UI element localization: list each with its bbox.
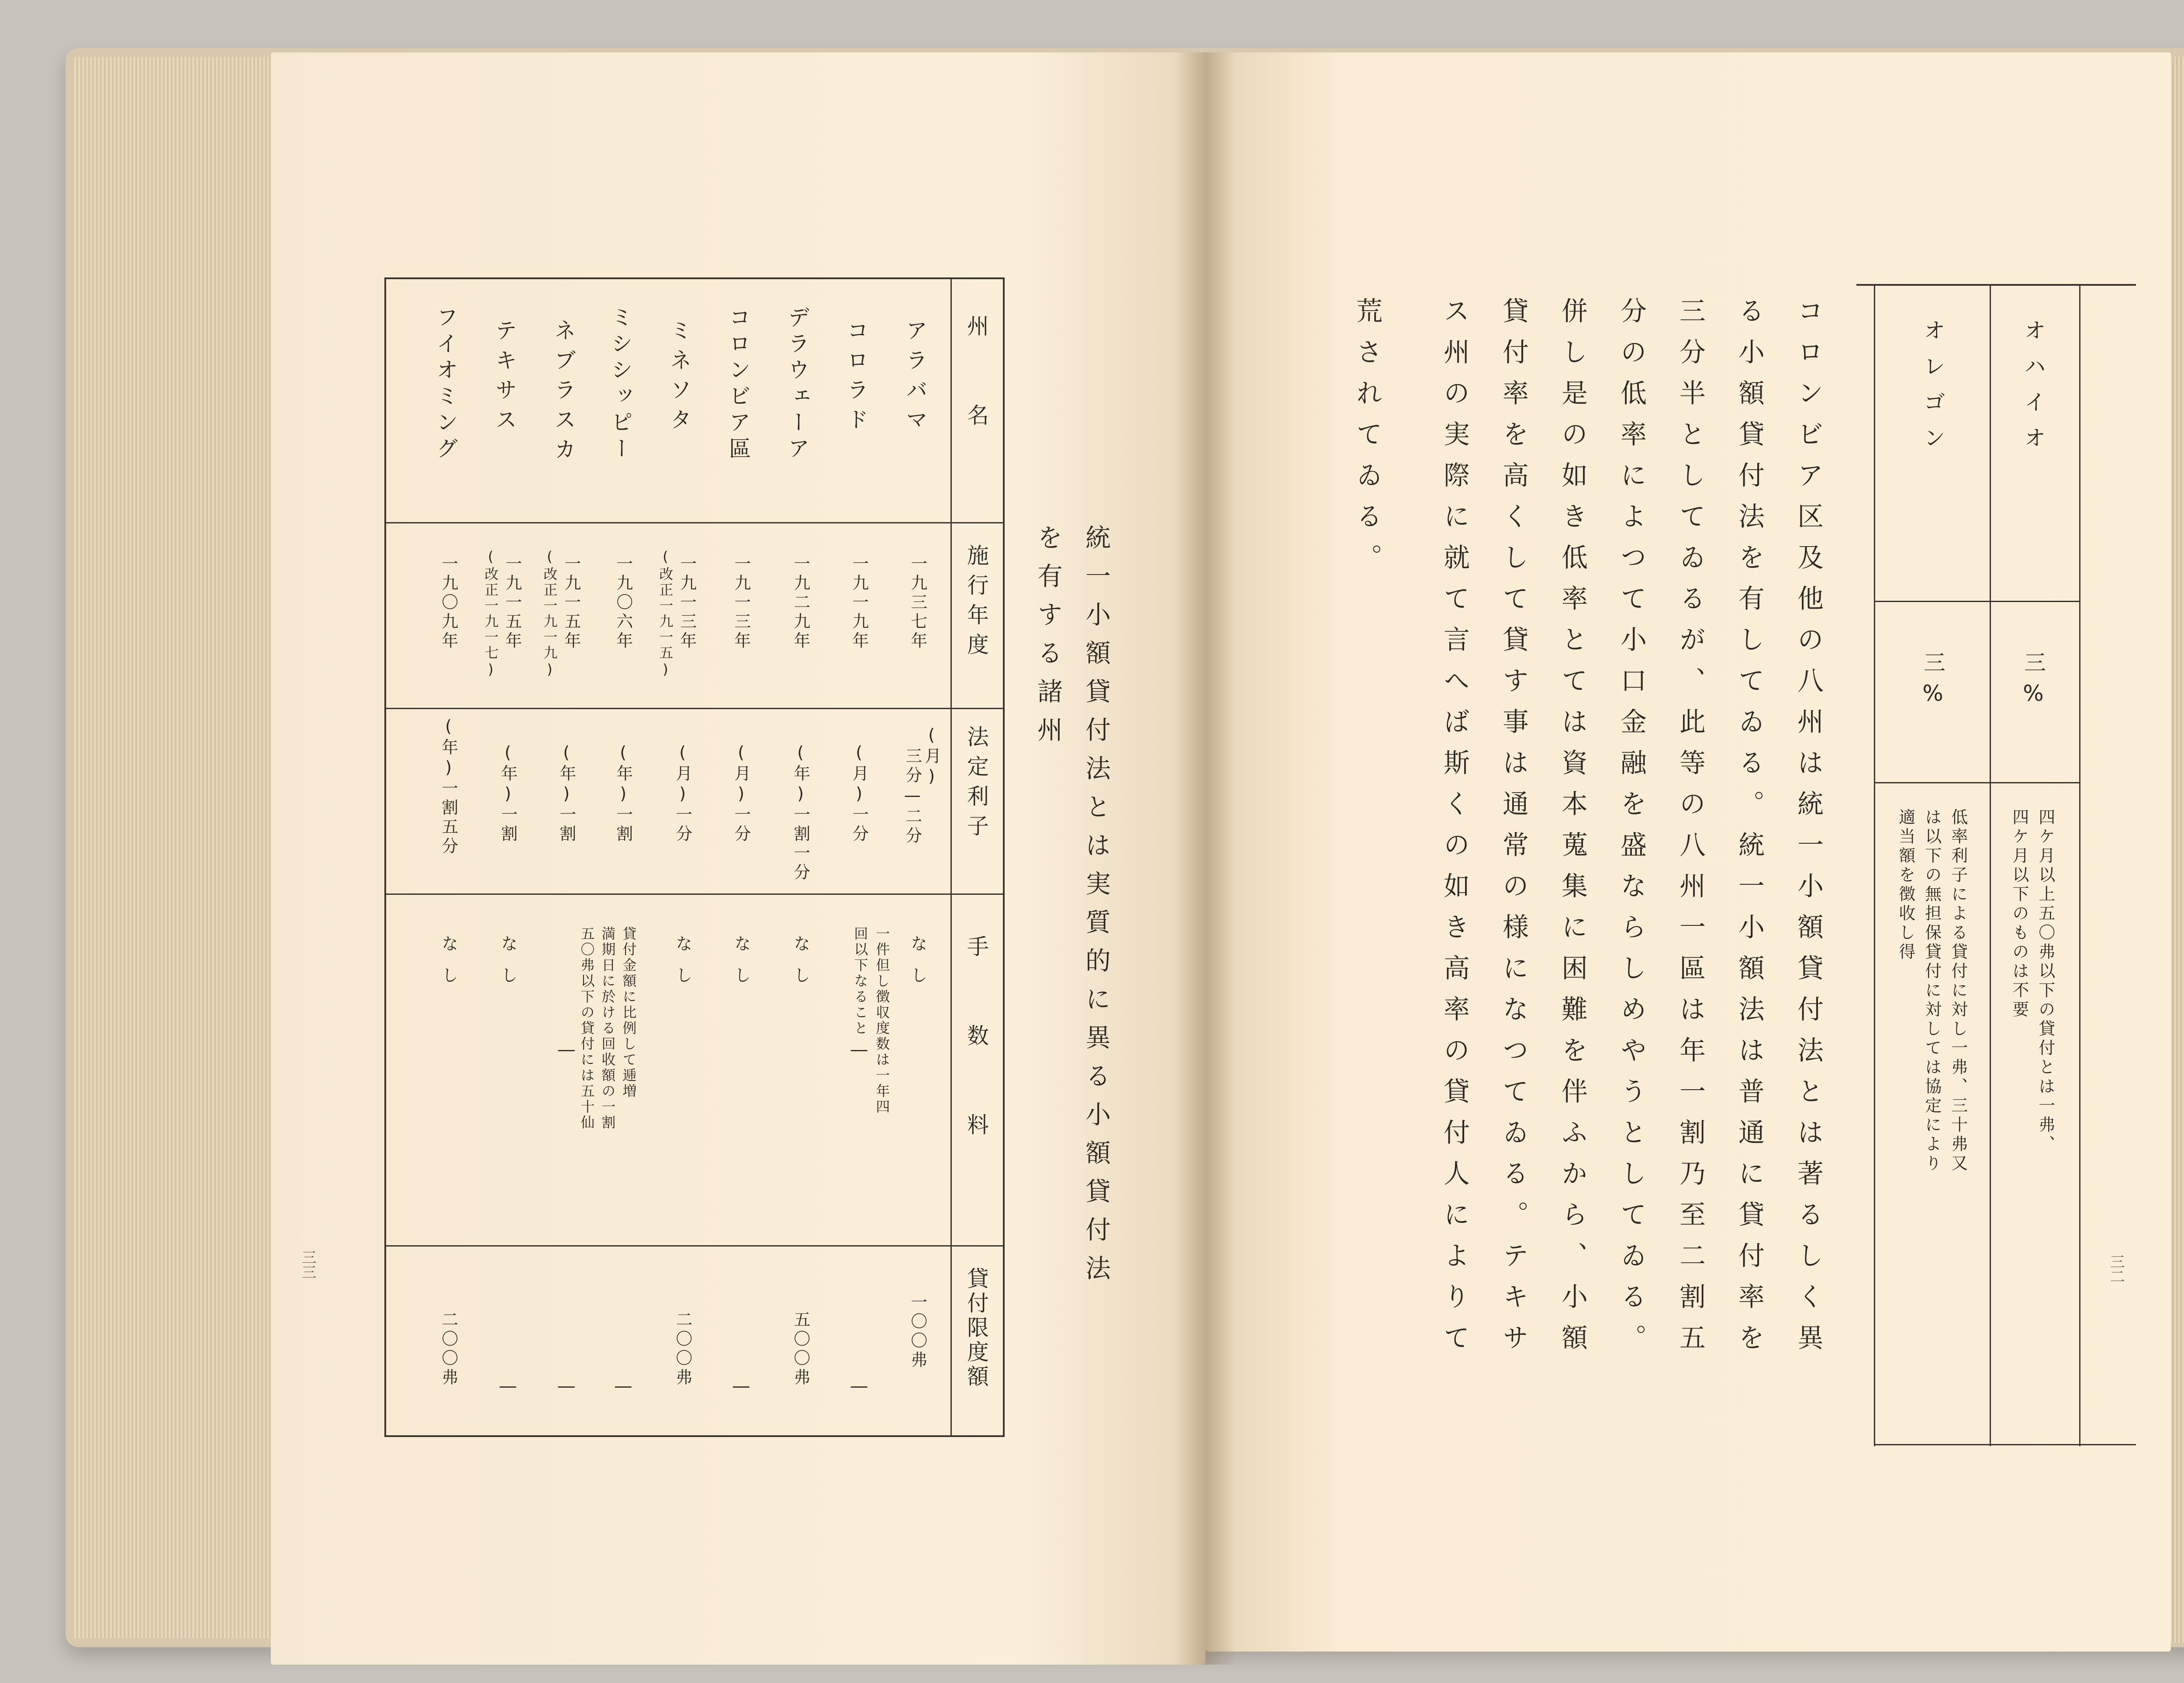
row-rate: (年)一割一分 xyxy=(791,743,810,883)
row-fee: 貸付金額に比例して逓増 xyxy=(620,926,637,1099)
table-top-border xyxy=(384,277,1005,279)
row-fee: なし xyxy=(498,935,518,998)
row-rate: 三% xyxy=(1920,651,1946,714)
table-left-border xyxy=(384,277,386,1437)
row-limit: 二〇〇弗 xyxy=(439,1311,458,1388)
row-rule-1 xyxy=(384,522,1005,523)
row-fee: なし xyxy=(673,935,692,998)
header-column-rule xyxy=(950,277,952,1437)
row-year: 一九一三年 xyxy=(677,555,697,651)
row-rule-2 xyxy=(384,708,1005,709)
body-line-1: コロンビア区及他の八州は統一小額貸付法とは著るしく異 xyxy=(1793,297,1824,1365)
row-year: 一九一五年 xyxy=(502,555,522,651)
row-limit: ― xyxy=(731,1376,751,1398)
row-fee: なし xyxy=(731,935,751,998)
row-fee-note: 一件但し徴収度数は一年四 xyxy=(874,926,891,1115)
book-gutter xyxy=(1175,52,1236,1665)
table-row-rule-2 xyxy=(1874,782,2079,783)
body-line-8: 荒されてゐる。 xyxy=(1352,297,1382,585)
row-state: コロンビア區 xyxy=(726,306,751,463)
row-rate: (年)一割五分 xyxy=(439,717,458,856)
row-year: 一九一三年 xyxy=(731,555,751,651)
row-year-note: (改正一九一七) xyxy=(482,548,499,679)
row-fee: ― xyxy=(556,1040,576,1062)
row-rate: (年)一割 xyxy=(498,743,518,844)
row-rate: 三% xyxy=(2021,651,2046,714)
row-limit: 二〇〇弗 xyxy=(673,1311,692,1388)
row-state: オレゴン xyxy=(1920,319,1946,462)
row-limit: ― xyxy=(849,1376,869,1398)
row-rate: (月)一分 xyxy=(849,743,869,844)
table-top-border xyxy=(1856,284,2136,286)
left-heading-line-1: 統一小額貸付法とは実質的に異る小額貸付法 xyxy=(1081,524,1111,1293)
body-line-4: 分の低率によつて小口金融を盛ならしめやうとしてゐる。 xyxy=(1616,297,1647,1365)
row-limit: ― xyxy=(556,1376,576,1398)
row-rate: (月) xyxy=(922,725,941,788)
header-limit: 貸付限度額 xyxy=(964,1267,989,1389)
table-row-rule-1 xyxy=(1874,601,2079,602)
row-year-note: (改正一九一九) xyxy=(541,548,558,679)
body-line-3: 三分半としてゐるが、此等の八州一區は年一割乃至二割五 xyxy=(1675,297,1706,1365)
row-rate: (年)一割 xyxy=(556,743,576,844)
left-page-number: 三三 xyxy=(299,1250,316,1279)
header-fee: 手 数 料 xyxy=(964,935,989,1143)
body-line-7: ス州の実際に就て言へば斯くの如き高率の貸付人によりて xyxy=(1439,297,1470,1365)
table-right-border xyxy=(1003,277,1005,1437)
row-fee: なし xyxy=(908,935,927,998)
table-left-border xyxy=(1874,284,1875,1446)
row-rate: (月)一分 xyxy=(731,743,751,844)
body-line-5: 併し是の如き低率とては資本蒐集に困難を伴ふから、小額 xyxy=(1557,297,1588,1365)
right-page-number: 三二 xyxy=(2107,1254,2125,1284)
table-bottom-border xyxy=(1874,1444,2136,1445)
row-rule-3 xyxy=(384,893,1005,895)
header-state: 州 名 xyxy=(964,315,989,433)
row-year: 一九一九年 xyxy=(849,555,869,651)
row-note: 四ケ月以下のものは不要 xyxy=(2009,808,2029,1020)
row-year: 一九三七年 xyxy=(908,555,927,651)
left-page-stack xyxy=(74,57,293,1638)
row-limit: 五〇〇弗 xyxy=(791,1311,810,1388)
row-note: 四ケ月以上五〇弗以下の貸付とは一弗、 xyxy=(2035,808,2055,1154)
row-state: ミネソタ xyxy=(667,319,692,438)
row-state: デラウェーア xyxy=(784,306,810,463)
row-rate: (月)一分 xyxy=(673,743,692,844)
row-year-note: (改正一九一五) xyxy=(657,548,674,679)
row-state: フイオミング xyxy=(433,306,458,463)
table-right-border xyxy=(2079,284,2080,1446)
row-year: 一九一五年 xyxy=(561,555,581,651)
row-rate: 三分—二分 xyxy=(902,747,922,846)
row-limit: 一〇〇弗 xyxy=(908,1293,927,1370)
row-year: 一九〇九年 xyxy=(439,555,458,651)
row-rule-4 xyxy=(384,1245,1005,1247)
row-note: は以下の無担保貸付に対しては協定により xyxy=(1922,808,1942,1174)
left-page xyxy=(271,52,1206,1665)
row-state: オハイオ xyxy=(2021,319,2046,462)
row-fee: ― xyxy=(849,1040,869,1062)
header-rate: 法定利子 xyxy=(964,725,989,844)
row-note: 低率利子による貸付に対し一弗、三十弗又 xyxy=(1948,808,1968,1174)
row-state: ミシシッピー xyxy=(608,306,633,463)
table-column-rule xyxy=(1990,284,1991,1446)
row-limit: ― xyxy=(498,1376,518,1398)
row-state: コロラド xyxy=(843,319,869,438)
row-state: ネブラスカ xyxy=(551,319,576,468)
body-line-2: る小額貸付法を有してゐる。統一小額法は普通に貸付率を xyxy=(1734,297,1765,1365)
row-limit: ― xyxy=(613,1376,633,1398)
row-fee: なし xyxy=(439,935,458,998)
row-note: 適当額を徴收し得 xyxy=(1896,808,1915,962)
table-bottom-border xyxy=(384,1435,1005,1437)
row-fee-note: 回以下なること xyxy=(852,926,869,1036)
left-heading-line-2: を有する諸州 xyxy=(1033,524,1063,755)
row-fee-note: 五〇弗以下の貸付には五十仙 xyxy=(578,926,595,1131)
row-year: 一九二九年 xyxy=(791,555,810,651)
row-state: テキサス xyxy=(492,319,517,438)
row-state: アラバマ xyxy=(902,319,928,438)
row-fee: なし xyxy=(791,935,810,998)
row-year: 一九〇六年 xyxy=(613,555,633,651)
header-year: 施行年度 xyxy=(964,544,989,663)
body-line-6: 貸付率を高くして貸す事は通常の様になつてゐる。テキサ xyxy=(1498,297,1529,1365)
row-rate: (年)一割 xyxy=(613,743,633,844)
row-fee-note: 満期日に於ける回收額の一割 xyxy=(599,926,616,1131)
